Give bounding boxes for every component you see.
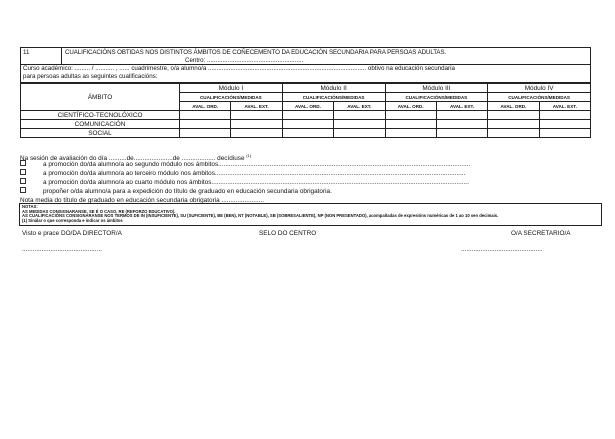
grade-cell[interactable]	[539, 111, 590, 120]
header-separator	[61, 48, 62, 64]
module-header-row	[21, 84, 591, 93]
aval-ext-header: AVAL. EXT.	[231, 102, 282, 111]
evaluation-session	[20, 151, 600, 205]
director-signature-label: Visto e prace DO/DA DIRECTOR/A	[22, 230, 122, 237]
note-line: AS CUALIFICACIÓNS CONSIGNARANSE NOS TERMOS DE IN (INSUFICIENTE), SU (SUFICIENTE), BE (BEN), NT (NOTABLE), SB (SOBRESALIENTE), NP (NON PRESENTADO), acompañadas de expresións numéricas de 1 ao 10 sen decimais.	[22, 213, 499, 219]
option-label: a promoción do/da alumno/a ao terceiro módulo nos ámbitos.............................................................................................................................................	[43, 170, 466, 177]
section-title: CUALIFICACIÓNS OBTIDAS NOS DISTINTOS ÁMBITOS DE COÑECEMENTO DA EDUCACIÓN SECUNDARIA PARA PERSOAS ADULTAS.	[65, 49, 447, 56]
module-header: Módulo I	[180, 84, 283, 93]
grade-cell[interactable]	[282, 111, 333, 120]
grade-cell[interactable]	[539, 120, 590, 129]
promotion-option[interactable]	[20, 160, 600, 169]
promotion-option[interactable]	[20, 178, 600, 187]
option-label: a promoción do/da alumno/a ao cuarto módulo nos ámbitos.................................................................................................................................................	[43, 179, 469, 186]
footnote-marker: (1)	[246, 153, 252, 158]
option-label: a promoción do/da alumno/a ao segundo módulo nos ámbitos..............................................................................................................................................	[43, 161, 471, 168]
grade-cell[interactable]	[488, 120, 539, 129]
stamp-label: SELO DO CENTRO	[259, 230, 317, 237]
grade-cell[interactable]	[180, 120, 231, 129]
table-row	[21, 129, 591, 138]
group-header: CUALIFICACIÓNS/MEDIDAS	[180, 93, 283, 102]
group-header: CUALIFICACIÓNS/MEDIDAS	[282, 93, 385, 102]
grade-cell[interactable]	[231, 120, 282, 129]
grade-cell[interactable]	[334, 111, 385, 120]
aval-ord-header: AVAL. ORD.	[282, 102, 333, 111]
grade-cell[interactable]	[231, 111, 282, 120]
aval-ext-header: AVAL. EXT.	[436, 102, 487, 111]
table-row	[21, 111, 591, 120]
grade-cell[interactable]	[436, 111, 487, 120]
qualifications-table	[20, 83, 591, 138]
grade-cell[interactable]	[488, 129, 539, 138]
note-line: AS MEDIDAS CONSIGNARANSE, SE É O CASO, RE (REFORZO EDUCATIVO).	[22, 208, 176, 214]
grade-cell[interactable]	[385, 129, 436, 138]
module-header: Módulo II	[282, 84, 385, 93]
form-header	[20, 47, 591, 65]
checkbox[interactable]	[20, 187, 26, 193]
grade-cell[interactable]	[436, 129, 487, 138]
aval-ord-header: AVAL. ORD.	[180, 102, 231, 111]
session-text: Na sesión de avaliación do día ..........de......................de .................., decídiuse	[20, 155, 245, 160]
ambito-label: COMUNICACIÓN	[21, 120, 180, 129]
grade-cell[interactable]	[180, 111, 231, 120]
grade-cell[interactable]	[488, 111, 539, 120]
qualifications-form	[20, 47, 591, 138]
grade-cell[interactable]	[539, 129, 590, 138]
option-label: propoñer o/da alumno/a para a expedición do título de graduado en educación secundaria obrigatoria.	[43, 188, 332, 195]
grade-cell[interactable]	[385, 111, 436, 120]
academic-line-1: Curso académico: ......... / ........... , ...... cuadrimestre, o/a alumno/a ............................................................................................ obtivo na educación secundaria	[23, 65, 455, 72]
session-line	[20, 151, 600, 160]
module-header: Módulo III	[385, 84, 488, 93]
grade-cell[interactable]	[334, 129, 385, 138]
secretary-signature-label: O/A SECRETARIO/A	[511, 230, 571, 237]
notes-title: NOTAS:	[22, 204, 38, 209]
average-grade-line: Nota media do título de graduado en educación secundaria obrigatoria ........................	[20, 197, 265, 204]
group-header: CUALIFICACIÓNS/MEDIDAS	[488, 93, 591, 102]
aval-ext-header: AVAL. EXT.	[539, 102, 590, 111]
table-row	[21, 120, 591, 129]
centro-line: Centro: ........................................................	[185, 57, 304, 64]
academic-line-2: para persoas adultas as seguintes cualificacións:	[23, 73, 158, 80]
ambito-header: ÁMBITO	[21, 84, 180, 111]
grade-cell[interactable]	[282, 120, 333, 129]
promotion-option[interactable]	[20, 169, 600, 178]
secretary-signature-line: ..............................................	[461, 246, 543, 253]
notes-box	[19, 203, 602, 226]
checkbox[interactable]	[20, 178, 26, 184]
group-header: CUALIFICACIÓNS/MEDIDAS	[385, 93, 488, 102]
director-signature-line: .............................................	[22, 246, 102, 253]
checkbox[interactable]	[20, 169, 26, 175]
grade-cell[interactable]	[436, 120, 487, 129]
aval-ext-header: AVAL. EXT.	[334, 102, 385, 111]
ambito-label: SOCIAL	[21, 129, 180, 138]
section-number: 11	[23, 49, 30, 56]
ambito-label: CIENTÍFICO-TECNOLÓXICO	[21, 111, 180, 120]
academic-info	[20, 65, 591, 83]
note-line: (1) Sinálar o que corresponda e indicar os ámbitos	[22, 218, 123, 224]
grade-cell[interactable]	[282, 129, 333, 138]
grade-cell[interactable]	[385, 120, 436, 129]
grade-cell[interactable]	[180, 129, 231, 138]
aval-ord-header: AVAL. ORD.	[488, 102, 539, 111]
degree-option[interactable]	[20, 187, 600, 196]
grade-cell[interactable]	[334, 120, 385, 129]
module-header: Módulo IV	[488, 84, 591, 93]
checkbox[interactable]	[20, 160, 26, 166]
grade-cell[interactable]	[231, 129, 282, 138]
aval-ord-header: AVAL. ORD.	[385, 102, 436, 111]
